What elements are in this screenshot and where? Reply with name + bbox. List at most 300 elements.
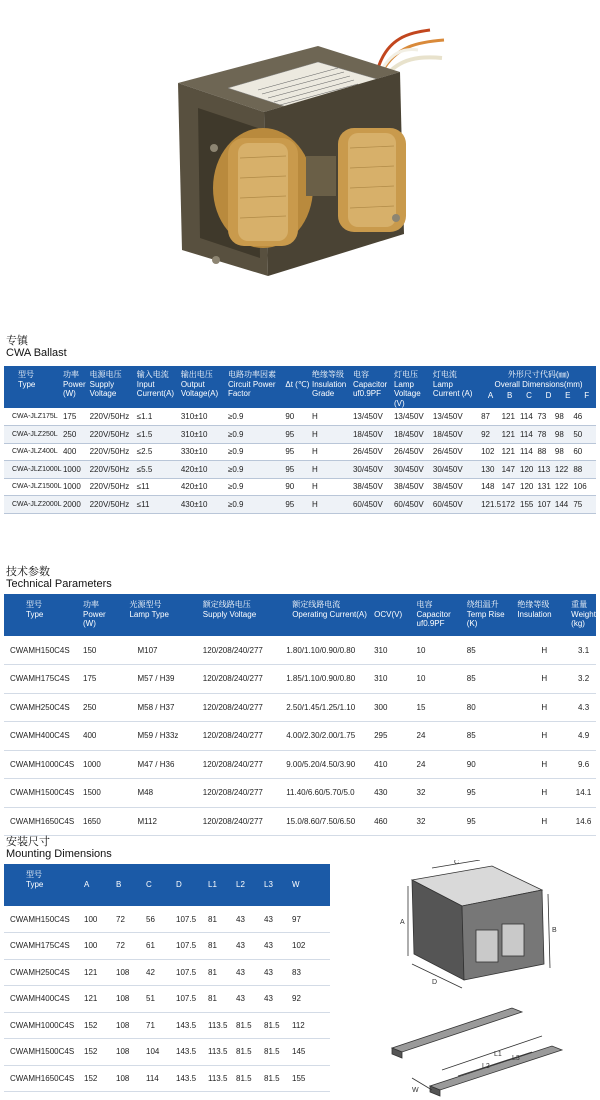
mount-table-cell: 108 [116,1012,146,1039]
mount-heading-cn: 安装尺寸 [6,836,50,848]
ballast-table-cell: 122 [555,478,573,496]
ballast-col-lamp-voltage: 灯电压 Lamp Voltage (V) [394,366,433,408]
tech-table-cell: 95 [467,807,518,836]
tech-table-cell: CWAMH250C4S [4,693,83,722]
ballast-table-cell: H [312,496,353,514]
mount-table-cell: 155 [292,1065,330,1092]
ballast-table-cell: 73 [537,408,554,426]
tech-table-cell: 295 [374,722,416,751]
ballast-table-cell: 310±10 [181,408,228,426]
ballast-table-cell: 88 [573,461,596,479]
tech-table-cell: 1500 [83,779,119,808]
ballast-table-cell: 50 [573,426,596,444]
mount-table-cell: 97 [292,906,330,933]
tech-table-cell: 4.9 [571,722,596,751]
tech-table-cell: 1.85/1.10/0.90/0.80 [286,665,374,694]
ballast-table-cell: ≤1.1 [137,408,181,426]
ballast-table [4,366,596,514]
tech-col-supply-voltage: 额定线路电压 Supply Voltage [203,594,286,636]
tech-table-body [4,636,596,836]
tech-table-cell: 24 [417,722,467,751]
ballast-table-cell: H [312,426,353,444]
ballast-table-cell: 30/450V [433,461,481,479]
tech-table-cell: 15 [417,693,467,722]
mount-table-cell: 92 [292,986,330,1013]
tech-table-cell: 2.50/1.45/1.25/1.10 [286,693,374,722]
mount-table-cell: 43 [264,906,292,933]
ballast-table-cell: 121 [502,408,520,426]
ballast-col-power-factor: 电路功率因素 Circuit Power Factor [228,366,285,408]
ballast-table-cell: 95 [285,496,312,514]
ballast-table-cell: 310±10 [181,426,228,444]
tech-table-cell: 85 [467,636,518,665]
mount-table-cell: 143.5 [176,1065,208,1092]
mount-table-cell: 43 [264,986,292,1013]
mount-col-d: D [176,864,208,906]
mount-table-cell: 83 [292,959,330,986]
mount-table-cell: 108 [116,1065,146,1092]
mount-table-cell: 108 [116,959,146,986]
tech-table-cell: 10 [417,665,467,694]
ballast-table-cell: 38/450V [433,478,481,496]
mount-table-cell: 43 [264,959,292,986]
ballast-table-cell: 122 [555,461,573,479]
mount-table-cell: 81.5 [236,1039,264,1066]
ballast-table-cell: 430±10 [181,496,228,514]
ballast-col-lamp-current: 灯电流 Lamp Current (A) [433,366,481,408]
tech-col-operating-current: 额定线路电流 Operating Current(A) [286,594,374,636]
mount-table-cell: 113.5 [208,1065,236,1092]
tech-table-cell: 460 [374,807,416,836]
mount-table-cell: CWAMH1650C4S [4,1065,84,1092]
ballast-table-cell: 131 [537,478,554,496]
ballast-table-cell: 121 [502,443,520,461]
ballast-table-cell: H [312,461,353,479]
ballast-table-cell: 220V/50Hz [90,461,137,479]
ballast-header-row [4,366,596,408]
ballast-table-row [4,461,596,479]
ballast-table-cell: 400 [63,443,90,461]
tech-table-cell: M112 [119,807,202,836]
mount-table-cell: 108 [116,986,146,1013]
ballast-table-cell: 95 [285,461,312,479]
tech-table-cell: 24 [417,750,467,779]
mount-table-cell: 81.5 [264,1039,292,1066]
mount-table-cell: 43 [236,933,264,960]
mount-table-cell: 112 [292,1012,330,1039]
ballast-table-cell: ≤2.5 [137,443,181,461]
tech-col-weight: 重量 Weight (kg) [571,594,596,636]
mount-table-cell: 113.5 [208,1039,236,1066]
ballast-table-cell: ≥0.9 [228,496,285,514]
ballast-heading-cn: 专镇 [6,335,28,347]
mount-table-cell: 43 [236,959,264,986]
ballast-table-cell: 38/450V [353,478,394,496]
tech-table-cell: H [517,779,571,808]
tech-table-cell: 3.2 [571,665,596,694]
tech-table-cell: CWAMH1000C4S [4,750,83,779]
ballast-table-cell: 18/450V [433,426,481,444]
mount-table-cell: 102 [292,933,330,960]
ballast-table-cell: 220V/50Hz [90,496,137,514]
ballast-table-cell: 98 [555,443,573,461]
tech-table-cell: 4.00/2.30/2.00/1.75 [286,722,374,751]
ballast-col-insulation: 绝缘等级 Insulation Grade [312,366,353,408]
tech-heading-en: Technical Parameters [6,578,112,590]
tech-table-cell: 14.1 [571,779,596,808]
tech-table-cell: 3.1 [571,636,596,665]
ballast-table-cell: 106 [573,478,596,496]
tech-table-cell: CWAMH1650C4S [4,807,83,836]
mount-table-cell: 72 [116,933,146,960]
ballast-table-row [4,426,596,444]
drawing-label-a: A [400,919,405,926]
tech-table-cell: 85 [467,722,518,751]
mount-table-cell: 42 [146,959,176,986]
mount-table-cell: 43 [236,906,264,933]
ballast-table-row [4,496,596,514]
tech-col-lamp-type: 光源型号 Lamp Type [119,594,202,636]
mounting-dimension-drawing [372,860,597,1098]
tech-table-cell: 150 [83,636,119,665]
mount-table-cell: 81.5 [236,1065,264,1092]
mount-table-cell: 81.5 [264,1065,292,1092]
ballast-table-cell: 26/450V [433,443,481,461]
mount-table-row [4,986,330,1013]
ballast-table-cell: 147 [502,461,520,479]
mount-table-row [4,906,330,933]
tech-table-cell: 120/208/240/277 [203,750,286,779]
mount-table-cell: 72 [116,906,146,933]
tech-table-cell: CWAMH400C4S [4,722,83,751]
tech-table-cell: M58 / H37 [119,693,202,722]
drawing-label-c: C [454,860,460,866]
mount-table-cell: CWAMH400C4S [4,986,84,1013]
ballast-table-cell: 102 [481,443,502,461]
mount-table-cell: 61 [146,933,176,960]
tech-col-type: 型号 Type [4,594,83,636]
ballast-table-cell: 121.5 [481,496,502,514]
ballast-table-cell: 121 [502,426,520,444]
tech-table-cell: 300 [374,693,416,722]
drawing-label-l1: L1 [494,1051,502,1058]
ballast-table-cell: 88 [537,443,554,461]
ballast-table-cell: ≥0.9 [228,426,285,444]
tech-table-cell: 410 [374,750,416,779]
tech-table-cell: M48 [119,779,202,808]
tech-table-row [4,636,596,665]
ballast-table-cell: 60/450V [433,496,481,514]
mount-table-cell: 152 [84,1065,116,1092]
ballast-table-cell: 26/450V [353,443,394,461]
mount-col-c: C [146,864,176,906]
tech-table-cell: M47 / H36 [119,750,202,779]
mount-table-row [4,933,330,960]
ballast-table-cell: 78 [537,426,554,444]
tech-col-ocv: OCV(V) [374,594,416,636]
drawing-label-l2: L2 [482,1063,490,1070]
ballast-table-cell: 220V/50Hz [90,443,137,461]
mount-table-cell: CWAMH1000C4S [4,1012,84,1039]
tech-table-cell: 15.0/8.60/7.50/6.50 [286,807,374,836]
mount-table-row [4,1065,330,1092]
mount-table-cell: CWAMH175C4S [4,933,84,960]
tech-table-cell: H [517,807,571,836]
ballast-table-cell: 148 [481,478,502,496]
ballast-table-cell: ≤11 [137,496,181,514]
ballast-table-cell: 172 [502,496,520,514]
tech-table-cell: 95 [467,779,518,808]
tech-table-cell: 120/208/240/277 [203,722,286,751]
mount-table-cell: 51 [146,986,176,1013]
mount-col-l1: L1 [208,864,236,906]
ballast-table-cell: 220V/50Hz [90,408,137,426]
mount-table-cell: CWAMH150C4S [4,906,84,933]
mount-header-row [4,864,330,906]
mount-col-l3: L3 [264,864,292,906]
tech-table-cell: 4.3 [571,693,596,722]
tech-table [4,594,596,836]
mount-table-cell: 152 [84,1012,116,1039]
mount-table-cell: 100 [84,933,116,960]
mount-table-cell: 107.5 [176,959,208,986]
mount-table-cell: 143.5 [176,1012,208,1039]
ballast-table-cell: ≤5.5 [137,461,181,479]
ballast-table-cell: 144 [555,496,573,514]
tech-table-cell: 1.80/1.10/0.90/0.80 [286,636,374,665]
tech-col-power: 功率 Power (W) [83,594,119,636]
ballast-col-capacitor: 电容 Capacitor uf0.9PF [353,366,394,408]
mount-table-cell: 71 [146,1012,176,1039]
ballast-col-input-current: 输入电流 Input Current(A) [137,366,181,408]
ballast-table-cell: ≥0.9 [228,408,285,426]
mount-section-heading [6,836,112,860]
mount-table-cell: 43 [236,986,264,1013]
ballast-table-cell: CWA-JLZ175L [4,408,63,426]
ballast-table-cell: 114 [520,426,537,444]
ballast-table-cell: 220V/50Hz [90,478,137,496]
drawing-label-l3: L3 [512,1055,520,1062]
mount-table-cell: 43 [264,933,292,960]
mount-table-row [4,1039,330,1066]
tech-col-temp-rise: 绕组温升 Temp Rise (K) [467,594,518,636]
ballast-table-cell: 13/450V [394,408,433,426]
ballast-table-cell: CWA-JLZ400L [4,443,63,461]
ballast-table-cell: H [312,478,353,496]
ballast-table-cell: 120 [520,461,537,479]
tech-table-cell: 9.00/5.20/4.50/3.90 [286,750,374,779]
tech-table-row [4,779,596,808]
mount-heading-en: Mounting Dimensions [6,848,112,860]
mount-table-cell: 107.5 [176,906,208,933]
tech-table-cell: H [517,750,571,779]
ballast-table-cell: 13/450V [433,408,481,426]
tech-table-cell: 14.6 [571,807,596,836]
tech-table-cell: H [517,693,571,722]
tech-table-cell: 120/208/240/277 [203,665,286,694]
ballast-table-cell: 114 [520,408,537,426]
ballast-table-cell: 1000 [63,478,90,496]
tech-table-cell: 310 [374,636,416,665]
ballast-col-delta-t: Δt (℃) [285,366,312,408]
ballast-table-cell: 147 [502,478,520,496]
mount-table-cell: 81 [208,906,236,933]
ballast-table-cell: 155 [520,496,537,514]
tech-table-cell: H [517,665,571,694]
mount-table-body [4,906,330,1092]
ballast-table-cell: 113 [537,461,554,479]
mount-table-cell: 143.5 [176,1039,208,1066]
tech-table-cell: 120/208/240/277 [203,807,286,836]
tech-table-row [4,722,596,751]
mount-table-cell: 107.5 [176,933,208,960]
tech-table-cell: 175 [83,665,119,694]
ballast-col-power: 功率 Power (W) [63,366,90,408]
ballast-col-supply-voltage: 电源电压 Supply Voltage [90,366,137,408]
ballast-table-cell: 26/450V [394,443,433,461]
ballast-table-cell: ≥0.9 [228,443,285,461]
ballast-table-row [4,443,596,461]
ballast-section-heading [6,335,67,359]
ballast-product-photo [168,28,448,278]
tech-table-cell: 32 [417,807,467,836]
tech-table-cell: H [517,722,571,751]
mount-table-cell: 113.5 [208,1012,236,1039]
tech-table-cell: 10 [417,636,467,665]
mount-table-cell: CWAMH250C4S [4,959,84,986]
tech-table-cell: 430 [374,779,416,808]
ballast-table-cell: 220V/50Hz [90,426,137,444]
ballast-table-cell: 38/450V [394,478,433,496]
ballast-table-cell: ≥0.9 [228,461,285,479]
drawing-label-d: D [432,979,438,986]
tech-table-cell: 250 [83,693,119,722]
ballast-table-cell: CWA-JLZ250L [4,426,63,444]
mount-table-cell: 81 [208,933,236,960]
ballast-table-cell: 1000 [63,461,90,479]
ballast-table-cell: 98 [555,408,573,426]
ballast-table-cell: 13/450V [353,408,394,426]
tech-table-cell: CWAMH150C4S [4,636,83,665]
tech-table-cell: 400 [83,722,119,751]
ballast-table-cell: 60 [573,443,596,461]
tech-table-cell: 9.6 [571,750,596,779]
mount-table-cell: 107.5 [176,986,208,1013]
tech-table-cell: CWAMH175C4S [4,665,83,694]
ballast-table-cell: 175 [63,408,90,426]
tech-table-cell: 120/208/240/277 [203,779,286,808]
ballast-table-cell: 90 [285,478,312,496]
ballast-table-cell: H [312,408,353,426]
mount-table-cell: CWAMH1500C4S [4,1039,84,1066]
tech-table-row [4,693,596,722]
drawing-label-w: W [412,1087,419,1094]
mount-table-cell: 114 [146,1065,176,1092]
ballast-col-dimensions: 外形尺寸代码(㎜) Overall Dimensions(mm) A B C D E F [481,366,596,408]
ballast-table-cell: 30/450V [394,461,433,479]
tech-table-row [4,750,596,779]
mount-table-cell: 56 [146,906,176,933]
ballast-col-output-voltage: 输出电压 Output Voltage(A) [181,366,228,408]
tech-table-cell: M57 / H39 [119,665,202,694]
tech-table-cell: 90 [467,750,518,779]
ballast-table-cell: CWA-JLZ1000L [4,461,63,479]
tech-table-cell: 120/208/240/277 [203,693,286,722]
ballast-table-cell: 60/450V [394,496,433,514]
ballast-table-cell: 95 [285,426,312,444]
ballast-table-cell: 98 [555,426,573,444]
tech-table-cell: 85 [467,665,518,694]
tech-header-row [4,594,596,636]
tech-table-cell: 310 [374,665,416,694]
tech-table-cell: 11.40/6.60/5.70/5.0 [286,779,374,808]
ballast-table-cell: ≥0.9 [228,478,285,496]
tech-table-cell: M107 [119,636,202,665]
ballast-table-cell: 107 [537,496,554,514]
ballast-table-cell: 30/450V [353,461,394,479]
ballast-table-cell: 18/450V [394,426,433,444]
tech-section-heading [6,566,112,590]
ballast-table-cell: 60/450V [353,496,394,514]
mount-table-cell: 81 [208,986,236,1013]
ballast-table-cell: 95 [285,443,312,461]
mount-table-cell: 104 [146,1039,176,1066]
mount-table-cell: 152 [84,1039,116,1066]
ballast-table-cell: CWA-JLZ2000L [4,496,63,514]
ballast-table-body [4,408,596,513]
ballast-table-cell: CWA-JLZ1500L [4,478,63,496]
tech-table-cell: CWAMH1500C4S [4,779,83,808]
ballast-table-cell: 330±10 [181,443,228,461]
mount-table-cell: 100 [84,906,116,933]
tech-table-cell: 32 [417,779,467,808]
ballast-table-cell: 250 [63,426,90,444]
tech-table-cell: 1000 [83,750,119,779]
ballast-table-cell: 90 [285,408,312,426]
mount-col-w: W [292,864,330,906]
mount-table [4,864,330,1092]
drawing-label-b: B [552,927,557,934]
mount-col-type: 型号 Type [4,864,84,906]
ballast-table-cell: 114 [520,443,537,461]
ballast-table-row [4,478,596,496]
mount-table-cell: 81.5 [264,1012,292,1039]
ballast-table-cell: 18/450V [353,426,394,444]
tech-table-cell: 80 [467,693,518,722]
tech-table-cell: 1650 [83,807,119,836]
mount-table-cell: 121 [84,959,116,986]
ballast-table-cell: 420±10 [181,461,228,479]
ballast-table-cell: 75 [573,496,596,514]
mount-table-cell: 108 [116,1039,146,1066]
ballast-table-cell: 87 [481,408,502,426]
tech-table-row [4,807,596,836]
mount-table-cell: 81.5 [236,1012,264,1039]
ballast-table-cell: 120 [520,478,537,496]
tech-table-cell: M59 / H33z [119,722,202,751]
mount-table-cell: 121 [84,986,116,1013]
ballast-table-cell: 420±10 [181,478,228,496]
ballast-table-cell: ≤11 [137,478,181,496]
mount-col-l2: L2 [236,864,264,906]
ballast-table-cell: 92 [481,426,502,444]
tech-col-insulation: 绝缘等级 Insulation [517,594,571,636]
ballast-table-row [4,408,596,426]
mount-table-cell: 81 [208,959,236,986]
tech-table-row [4,665,596,694]
ballast-table-cell: ≤1.5 [137,426,181,444]
tech-heading-cn: 技术参数 [6,566,50,578]
